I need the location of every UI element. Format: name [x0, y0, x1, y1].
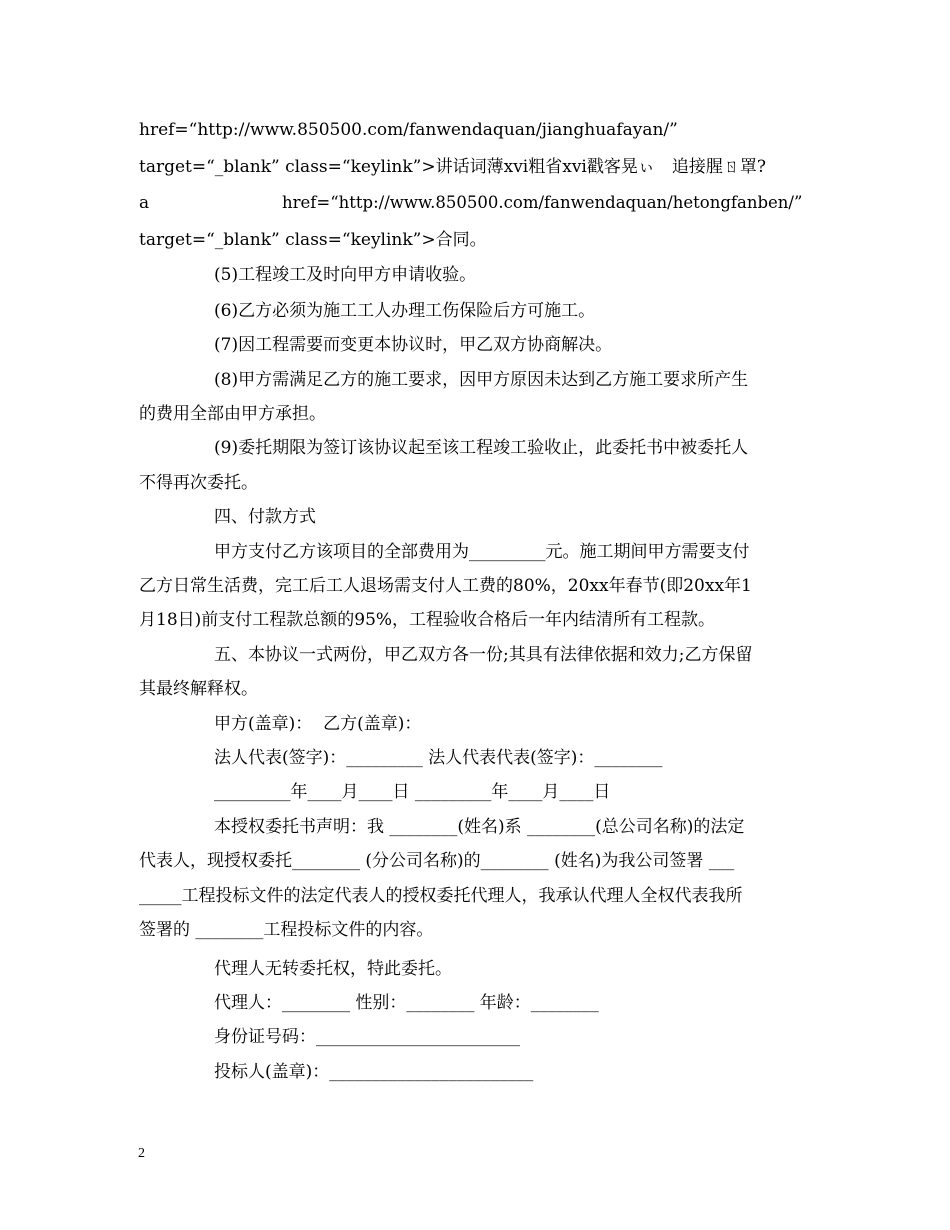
body-line: target=“_blank” class=“keylink”>讲话词薄xvi粗省xvi戳客晃ぃ 追接腥ㄖ罩? [139, 157, 766, 177]
body-line: 本授权委托书声明：我 ________(姓名)系 ________(总公司名称)的法定 [214, 817, 745, 837]
body-line: 代表人，现授权委托________ (分公司名称)的________ (姓名)为我公司签署 ___ [139, 851, 735, 871]
body-line: _____工程投标文件的法定代表人的授权委托代理人，我承认代理人全权代表我所 [139, 886, 743, 906]
date-line: _________年____月____日 _________年____月____日 [214, 782, 611, 802]
form-field-line: 身份证号码：________________________ [214, 1027, 520, 1047]
body-line: 甲方支付乙方该项目的全部费用为_________元。施工期间甲方需要支付 [214, 542, 750, 562]
body-line: 签署的 ________工程投标文件的内容。 [139, 920, 434, 940]
body-line: 乙方日常生活费，完工后工人退场需支付人工费的80%，20xx年春节(即20xx年1 [139, 576, 752, 596]
section-heading: 四、付款方式 [214, 507, 316, 527]
body-line: (8)甲方需满足乙方的施工要求，因甲方原因未达到乙方施工要求所产生 [214, 370, 749, 390]
body-line: target=“_blank” class=“keylink”>合同。 [139, 230, 487, 250]
body-line: 的费用全部由甲方承担。 [139, 404, 326, 424]
body-line: 不得再次委托。 [139, 473, 258, 493]
body-line: a [139, 193, 150, 213]
body-line: 其最终解释权。 [139, 679, 258, 699]
body-line: href=“http://www.850500.com/fanwendaquan/jianghuafayan/” [139, 120, 678, 140]
signature-line: 法人代表(签字)：_________ 法人代表代表(签字)：________ [214, 748, 663, 768]
body-line: 五、本协议一式两份，甲乙双方各一份;其具有法律依据和效力;乙方保留 [214, 645, 753, 665]
body-line: (5)工程竣工及时向甲方申请收验。 [214, 265, 477, 285]
signature-line: 甲方(盖章)： 乙方(盖章)： [214, 714, 422, 734]
body-line: 代理人无转委托权，特此委托。 [214, 959, 452, 979]
page-number: 2 [138, 1146, 145, 1161]
body-line: 月18日)前支付工程款总额的95%，工程验收合格后一年内结清所有工程款。 [139, 610, 716, 630]
body-line: (7)因工程需要而变更本协议时，甲乙双方协商解决。 [214, 335, 613, 355]
form-field-line: 投标人(盖章)：________________________ [214, 1062, 534, 1082]
body-line: href=“http://www.850500.com/fanwendaquan/hetongfanben/” [282, 193, 803, 212]
body-line: (9)委托期限为签订该协议起至该工程竣工验收止，此委托书中被委托人 [214, 438, 749, 458]
form-field-line: 代理人：________ 性别：________ 年龄：________ [214, 993, 599, 1013]
body-line: (6)乙方必须为施工工人办理工伤保险后方可施工。 [214, 301, 596, 321]
